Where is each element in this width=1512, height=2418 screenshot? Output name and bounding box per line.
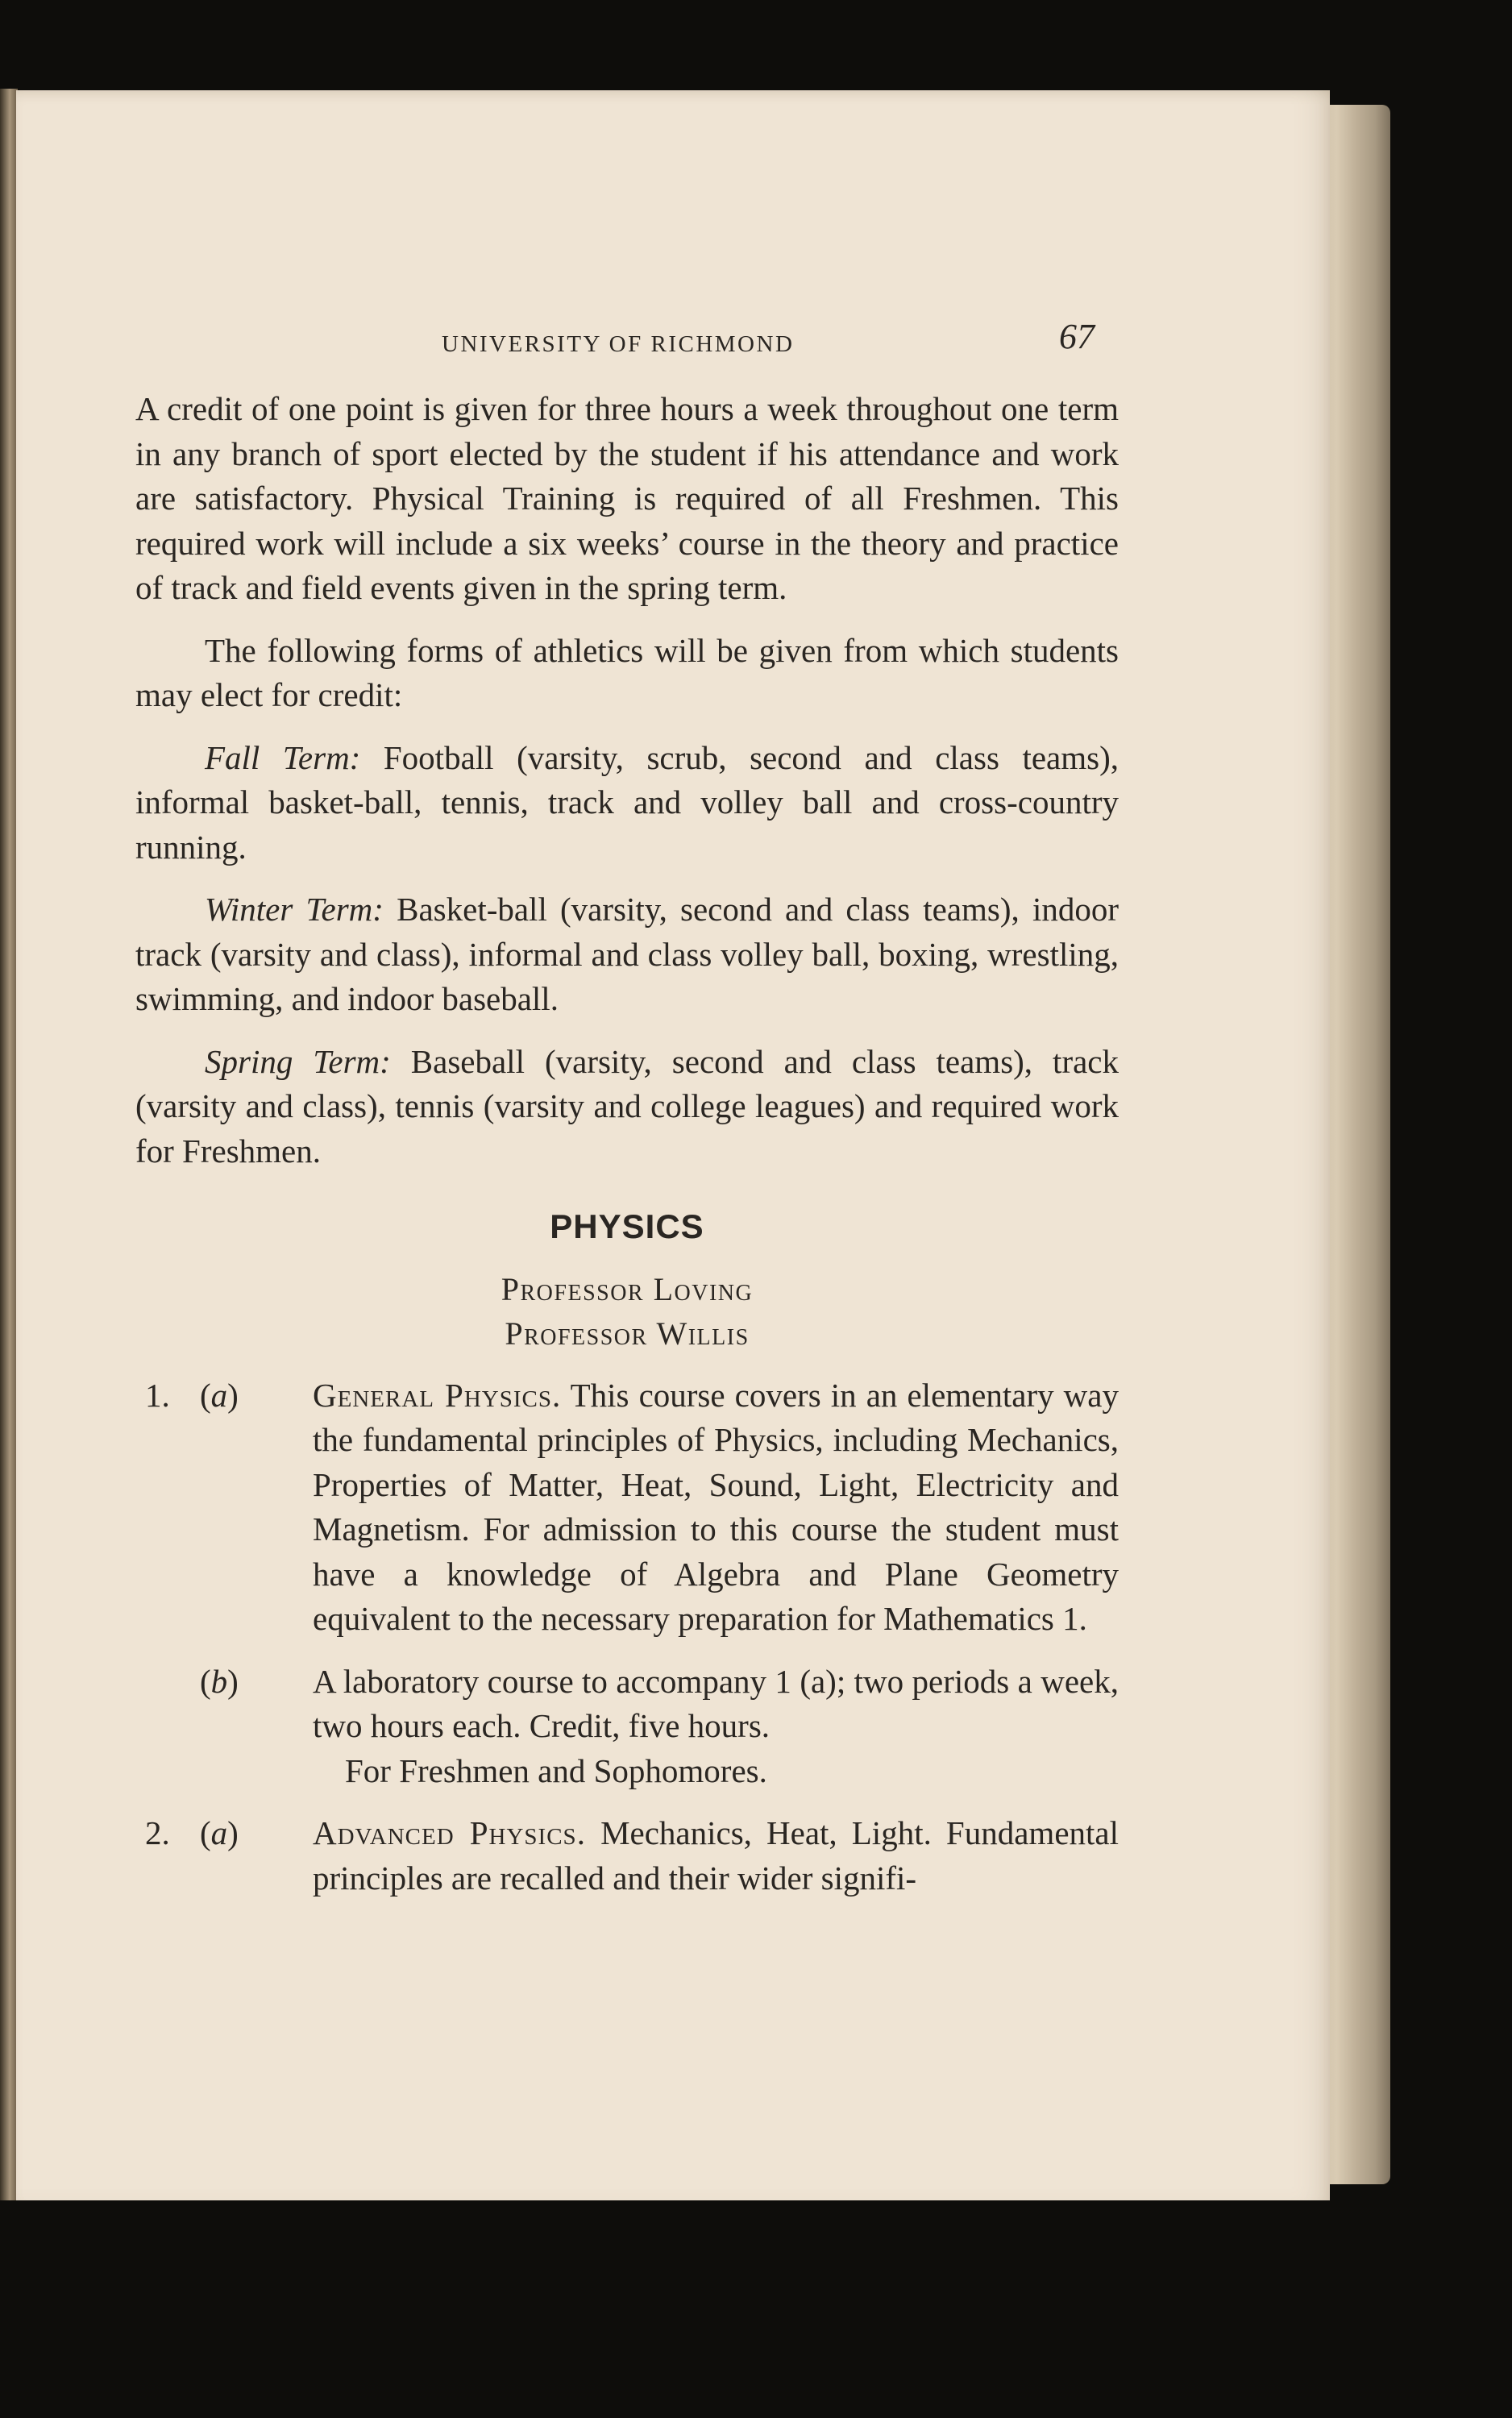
course-part-letter: (a) [200,1376,239,1414]
physics-heading: PHYSICS [550,1207,704,1245]
professor-name: Professor Willis [505,1315,750,1352]
course-description: A laboratory course to accompany 1 (a); two periods a week, two hours each. Credit, five hours. [313,1662,1119,1744]
course-description [313,1373,1119,1642]
running-title: UNIVERSITY OF RICHMOND [442,331,795,357]
course-description [313,1811,1119,1901]
spring-term-label: Spring Term: [205,1042,391,1080]
winter-term-paragraph [135,887,1119,1022]
professor-name: Professor Loving [501,1270,754,1307]
fall-term-text: Football (varsity, scrub, second and class teams), informal basket-ball, tennis, track and volley ball and cross-country running. [135,738,1119,866]
page-number: 67 [1059,317,1095,356]
winter-term-text: Basket-ball (varsity, second and class teams), indoor track (varsity and class), informal and class volley ball, boxing, wrestling, swimming, and indoor baseball. [135,891,1119,1017]
course-part-letter: (b) [200,1662,239,1700]
course-2a [135,1811,1119,1901]
course-number: 1. [145,1376,170,1414]
professor-list [135,1267,1119,1356]
spring-term-paragraph [135,1040,1119,1174]
course-1a [135,1373,1119,1642]
athletics-paragraph: The following forms of athletics will be given from which students may elect for credit: [135,631,1119,713]
course-text: Mechanics, Heat, Light. Fundamental principles are recalled and their wider signifi- [313,1814,1119,1897]
fall-term-paragraph [135,736,1119,870]
intro-paragraph: A credit of one point is given for three hours a week throughout one term in any branch of sport elected by the student if his attendance and work are satisfactory. Physical Training is required of all Freshmen. This required work will include a six weeks’ course in the theory and practice of track and field events given in the spring term. [135,390,1119,606]
course-text: This course covers in an elementary way the fundamental principles of Physics, including Mechanics, Properties of Matter, Heat, Sound, Light, Electricity and Magnetism. For admission to this course the student must have a knowledge of Algebra and Plane Geometry equivalent to the necessary preparation for Mathematics 1. [313,1376,1119,1637]
winter-term-label: Winter Term: [205,891,384,928]
course-title: General Physics. [313,1376,562,1414]
adjacent-page-edge [0,89,18,2200]
spring-term-text: Baseball (varsity, second and class teams), track (varsity and class), tennis (varsity and college leagues) and required work for Freshmen. [135,1042,1119,1170]
running-head [135,316,1119,364]
course-title: Advanced Physics. [313,1814,586,1851]
course-number: 2. [145,1814,170,1851]
course-part-letter: (a) [200,1814,239,1851]
course-1b [135,1660,1119,1794]
course-note: For Freshmen and Sophomores. [345,1751,767,1789]
page-text [135,316,1119,1918]
fall-term-label: Fall Term: [205,738,361,776]
